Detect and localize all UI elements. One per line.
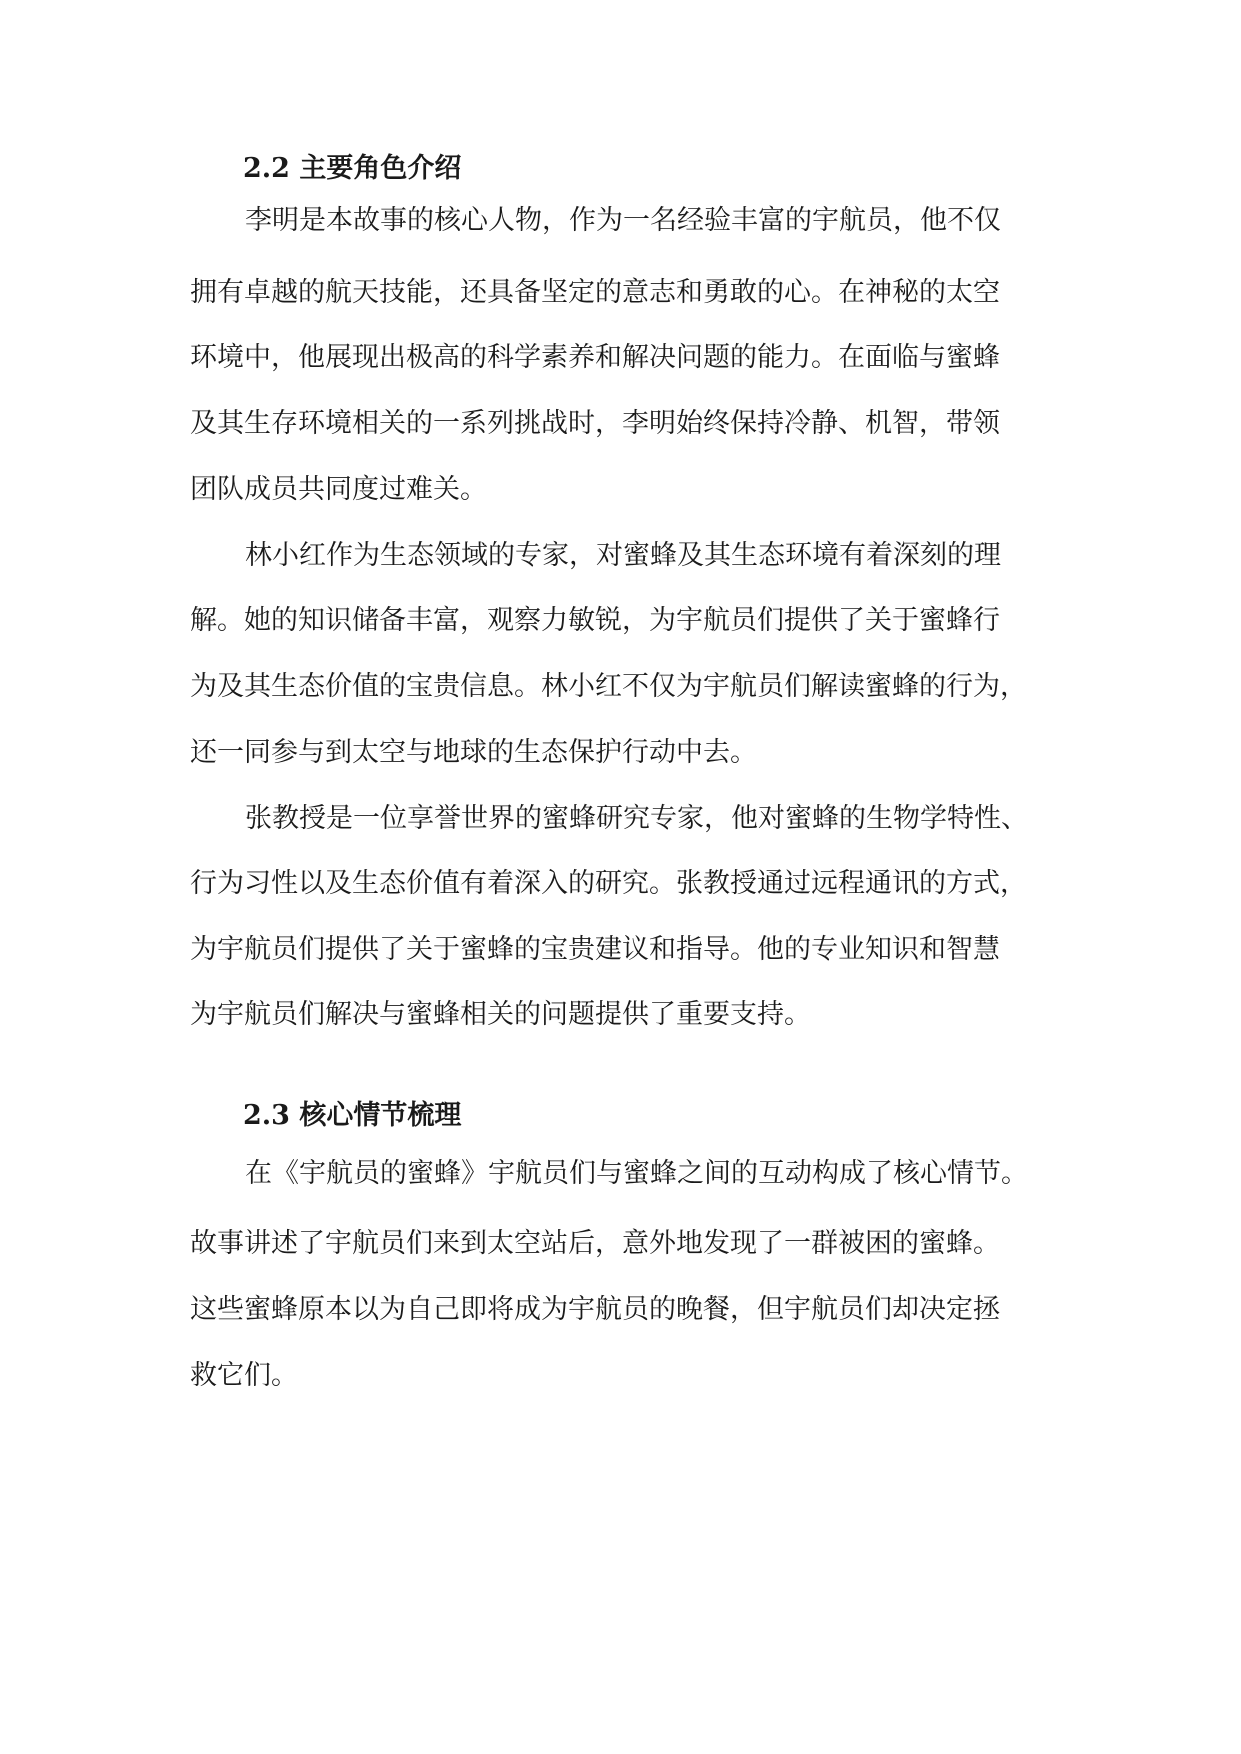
paragraph-line: 李明是本故事的核心人物，作为一名经验丰富的宇航员，他不仅 [245,205,1001,236]
paragraph-line: 在《宇航员的蜜蜂》宇航员们与蜜蜂之间的互动构成了核心情节。 [245,1158,1028,1189]
paragraph-line: 救它们。 [190,1360,298,1391]
paragraph-line: 还一同参与到太空与地球的生态保护行动中去。 [190,737,757,768]
paragraph-line: 张教授是一位享誉世界的蜜蜂研究专家，他对蜜蜂的生物学特性、 [245,803,1028,834]
paragraph-line: 林小红作为生态领域的专家，对蜜蜂及其生态环境有着深刻的理 [245,540,1001,571]
paragraph-line: 拥有卓越的航天技能，还具备坚定的意志和勇敢的心。在神秘的太空 [190,277,1000,308]
paragraph-line: 为及其生态价值的宝贵信息。林小红不仅为宇航员们解读蜜蜂的行为， [190,671,1027,702]
paragraph-line: 为宇航员们提供了关于蜜蜂的宝贵建议和指导。他的专业知识和智慧 [190,934,1000,965]
paragraph-line: 为宇航员们解决与蜜蜂相关的问题提供了重要支持。 [190,999,811,1030]
section-heading-2-3: 2.3 核心情节梳理 [243,1100,462,1131]
paragraph-line: 环境中，他展现出极高的科学素养和解决问题的能力。在面临与蜜蜂 [190,342,1000,373]
section-heading-2-2: 2.2 主要角色介绍 [243,153,462,184]
paragraph-line: 行为习性以及生态价值有着深入的研究。张教授通过远程通讯的方式， [190,868,1027,899]
paragraph-line: 解。她的知识储备丰富，观察力敏锐，为宇航员们提供了关于蜜蜂行 [190,605,1000,636]
paragraph-line: 及其生存环境相关的一系列挑战时，李明始终保持冷静、机智，带领 [190,408,1000,439]
paragraph-line: 故事讲述了宇航员们来到太空站后，意外地发现了一群被困的蜜蜂。 [190,1228,1000,1259]
paragraph-line: 团队成员共同度过难关。 [190,474,487,505]
paragraph-line: 这些蜜蜂原本以为自己即将成为宇航员的晚餐，但宇航员们却决定拯 [190,1294,1000,1325]
